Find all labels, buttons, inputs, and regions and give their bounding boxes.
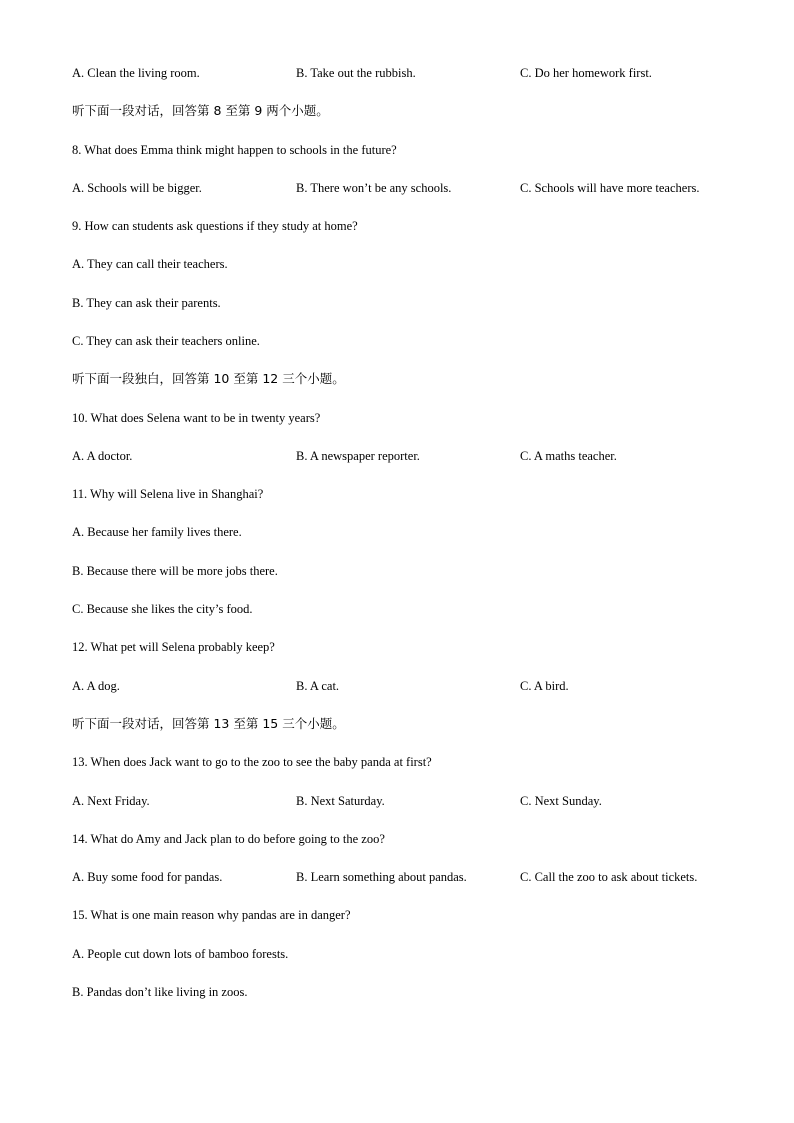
q9-option-c: C. They can ask their teachers online.: [72, 334, 260, 348]
q7-option-b: B. Take out the rubbish.: [296, 66, 416, 80]
q9-option-b: B. They can ask their parents.: [72, 296, 221, 310]
q13-option-a: A. Next Friday.: [72, 794, 150, 808]
q12-options: [72, 678, 752, 694]
q7-option-c: C. Do her homework first.: [520, 66, 652, 80]
q10-option-a: A. A doctor.: [72, 449, 133, 463]
q8-option-b: B. There won’t be any schools.: [296, 181, 452, 195]
q9-question: 9. How can students ask questions if they study at home?: [72, 219, 358, 233]
q11-option-b: B. Because there will be more jobs there.: [72, 564, 278, 578]
q10-option-b: B. A newspaper reporter.: [296, 449, 420, 463]
q7-option-a: A. Clean the living room.: [72, 66, 200, 80]
section-heading-13-15: 听下面一段对话，回答第 13 至第 15 三个小题。: [72, 716, 345, 731]
q8-option-c: C. Schools will have more teachers.: [520, 181, 700, 195]
q11-question: 11. Why will Selena live in Shanghai?: [72, 487, 264, 501]
q12-question: 12. What pet will Selena probably keep?: [72, 640, 275, 654]
q8-option-a: A. Schools will be bigger.: [72, 181, 202, 195]
section-heading-10-12: 听下面一段独白，回答第 10 至第 12 三个小题。: [72, 371, 345, 386]
q15-option-b: B. Pandas don’t like living in zoos.: [72, 985, 248, 999]
q13-option-c: C. Next Sunday.: [520, 794, 602, 808]
q14-option-a: A. Buy some food for pandas.: [72, 870, 223, 884]
q11-option-c: C. Because she likes the city’s food.: [72, 602, 253, 616]
q12-option-a: A. A dog.: [72, 679, 120, 693]
q7-options: [72, 65, 752, 81]
q13-options: [72, 793, 752, 809]
q14-option-b: B. Learn something about pandas.: [296, 870, 467, 884]
q14-option-c: C. Call the zoo to ask about tickets.: [520, 870, 698, 884]
q10-option-c: C. A maths teacher.: [520, 449, 617, 463]
q14-options: [72, 869, 752, 885]
q13-question: 13. When does Jack want to go to the zoo to see the baby panda at first?: [72, 755, 432, 769]
q10-question: 10. What does Selena want to be in twenty years?: [72, 411, 321, 425]
q10-options: [72, 448, 752, 464]
q12-option-c: C. A bird.: [520, 679, 569, 693]
q8-question: 8. What does Emma think might happen to schools in the future?: [72, 143, 397, 157]
section-heading-8-9: 听下面一段对话，回答第 8 至第 9 两个小题。: [72, 103, 329, 118]
q13-option-b: B. Next Saturday.: [296, 794, 385, 808]
q8-options: [72, 180, 752, 196]
q9-option-a: A. They can call their teachers.: [72, 257, 228, 271]
q15-option-a: A. People cut down lots of bamboo forests.: [72, 947, 289, 961]
q11-option-a: A. Because her family lives there.: [72, 525, 242, 539]
q12-option-b: B. A cat.: [296, 679, 340, 693]
q14-question: 14. What do Amy and Jack plan to do before going to the zoo?: [72, 832, 385, 846]
q15-question: 15. What is one main reason why pandas are in danger?: [72, 908, 351, 922]
